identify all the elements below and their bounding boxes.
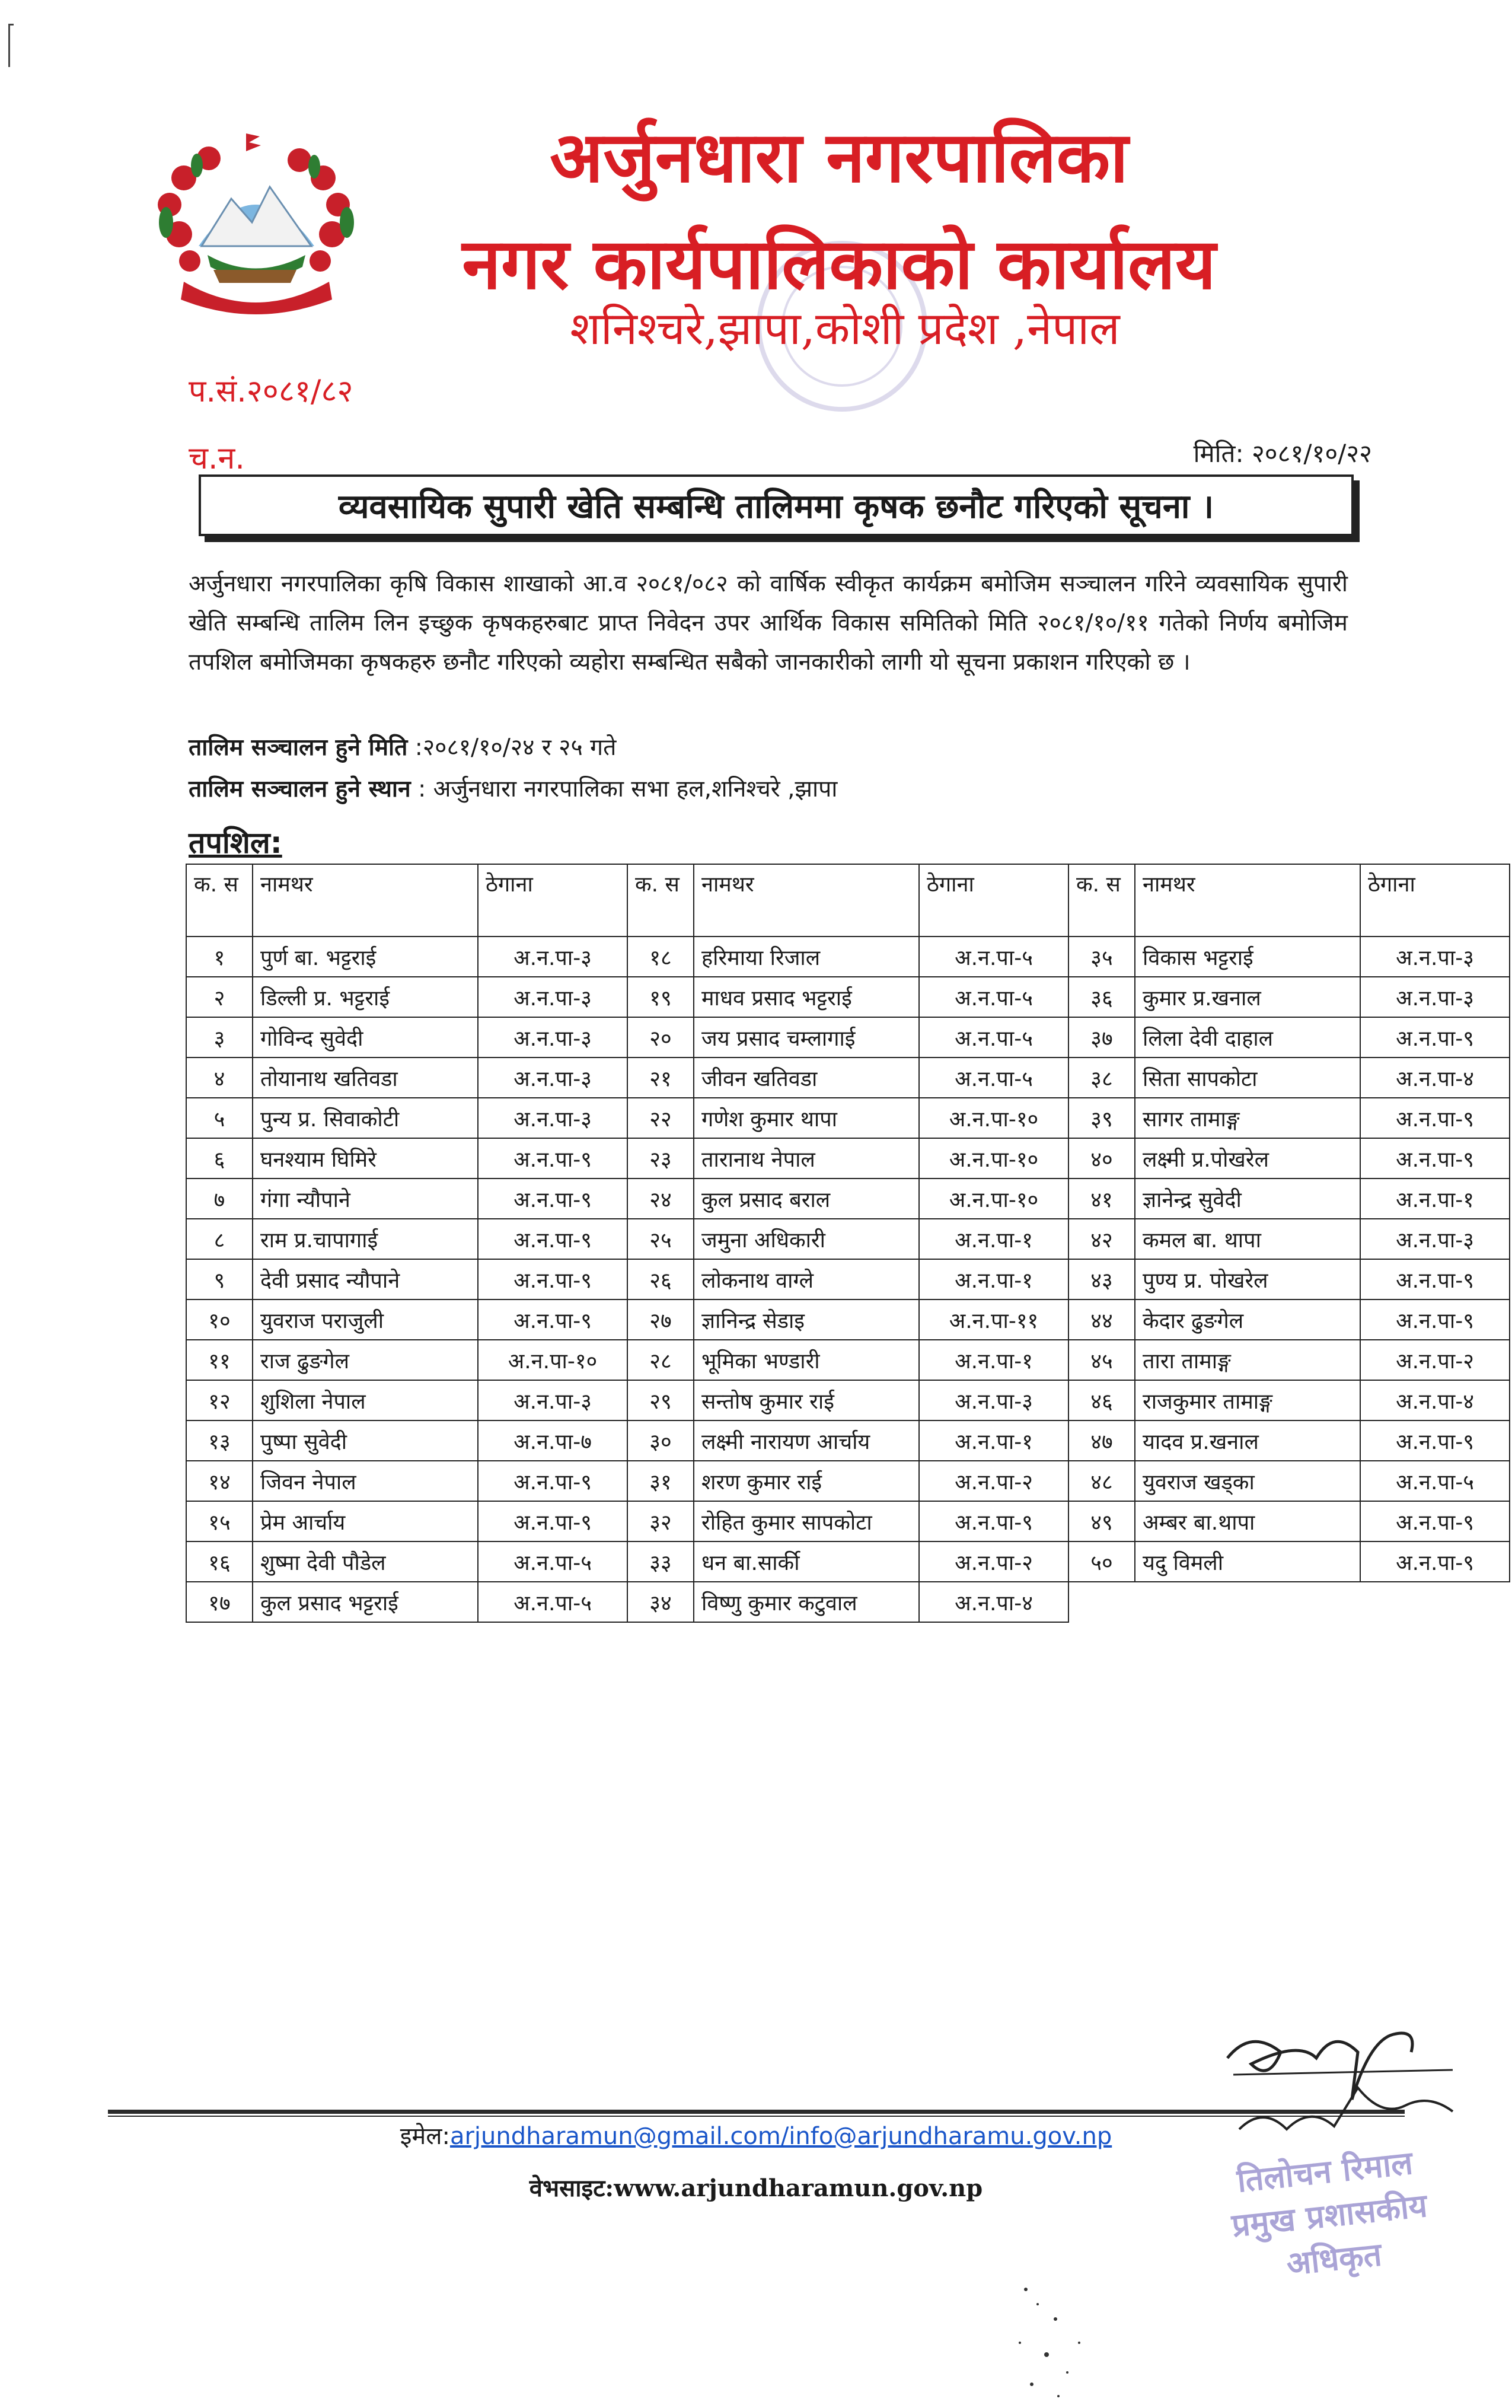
serial-number-cell: ४२ xyxy=(1068,1219,1135,1259)
address-cell: अ.न.पा-३ xyxy=(478,1098,627,1138)
scan-specks-icon xyxy=(1002,2272,1109,2408)
serial-number-cell: २५ xyxy=(627,1219,694,1259)
serial-number-cell: २९ xyxy=(627,1380,694,1420)
farmer-name-cell: राजकुमार तामाङ्ग xyxy=(1135,1380,1360,1420)
farmer-name-cell: यादव प्र.खनाल xyxy=(1135,1420,1360,1461)
training-date-line xyxy=(189,731,616,762)
farmer-name-cell: लिला देवी दाहाल xyxy=(1135,1017,1360,1058)
page-corner-mark xyxy=(8,24,14,67)
farmer-name-cell: शुष्मा देवी पौडेल xyxy=(253,1541,478,1582)
farmer-name-cell: कुमार प्र.खनाल xyxy=(1135,977,1360,1017)
serial-number-cell: ४६ xyxy=(1068,1380,1135,1420)
serial-number-cell: १० xyxy=(186,1299,253,1340)
address-cell: अ.न.पा-३ xyxy=(919,1380,1068,1420)
letter-date: मिति: २०८१/१०/२२ xyxy=(1193,439,1372,468)
serial-number-cell: ५० xyxy=(1068,1541,1135,1582)
table-row xyxy=(186,977,1510,1017)
serial-number-cell: १३ xyxy=(186,1420,253,1461)
address-cell: अ.न.पा-७ xyxy=(478,1420,627,1461)
training-date-label: तालिम सञ्चालन हुने मिति xyxy=(189,734,408,761)
address-cell: अ.न.पा-९ xyxy=(478,1219,627,1259)
address-cell: अ.न.पा-५ xyxy=(1360,1461,1510,1501)
serial-number-cell: ४७ xyxy=(1068,1420,1135,1461)
table-row xyxy=(186,1178,1510,1219)
address-cell: अ.न.पा-९ xyxy=(1360,1501,1510,1541)
farmer-name-cell: घनश्याम घिमिरे xyxy=(253,1138,478,1178)
farmer-name-cell: जिवन नेपाल xyxy=(253,1461,478,1501)
serial-number-cell: १४ xyxy=(186,1461,253,1501)
training-date-value: :२०८१/१०/२४ र २५ गते xyxy=(414,734,617,761)
serial-number-cell: ३४ xyxy=(627,1582,694,1622)
header-sn: क. स xyxy=(1068,864,1135,937)
farmer-list-table xyxy=(186,864,1510,1623)
serial-number-cell: ४३ xyxy=(1068,1259,1135,1299)
address-cell: अ.न.पा-९ xyxy=(1360,1299,1510,1340)
handwritten-signature-icon xyxy=(1216,2017,1465,2147)
serial-number-cell: २३ xyxy=(627,1138,694,1178)
address-cell: अ.न.पा-१ xyxy=(919,1219,1068,1259)
table-row xyxy=(186,1501,1510,1541)
table-row xyxy=(186,937,1510,977)
farmer-name-cell: माधव प्रसाद भट्टराई xyxy=(694,977,919,1017)
table-row xyxy=(186,1340,1510,1380)
serial-number-cell: ३३ xyxy=(627,1541,694,1582)
office-address: शनिश्चरे,झापा,कोशी प्रदेश ,नेपाल xyxy=(570,302,1120,355)
farmer-name-cell: यदु विमली xyxy=(1135,1541,1360,1582)
serial-number-cell: ४१ xyxy=(1068,1178,1135,1219)
serial-number-cell: १२ xyxy=(186,1380,253,1420)
address-cell: अ.न.पा-९ xyxy=(1360,1420,1510,1461)
address-cell: अ.न.पा-३ xyxy=(1360,937,1510,977)
notice-paragraph: अर्जुनधारा नगरपालिका कृषि विकास शाखाको आ.व २०८१/०८२ को वार्षिक स्वीकृत कार्यक्रम बमोजिम सञ्चालन गरिने व्यवसायिक सुपारी खेति सम्बन्धि तालिम लिन इच्छुक कृषकहरुबाट प्राप्त निवेदन उपर आर्थिक विकास समितिको मिति २०८१/१०/११ गतेको निर्णय बमोजिम तपशिल बमोजिमका कृषकहरु छनौट गरिएको व्यहोरा सम्बन्धित सबैको जानकारीको लागी यो सूचना प्रकाशन गरिएको छ । xyxy=(189,571,1348,676)
header-sn: क. स xyxy=(627,864,694,937)
table-row xyxy=(186,1138,1510,1178)
farmer-name-cell: गंगा न्यौपाने xyxy=(253,1178,478,1219)
serial-number-cell: २ xyxy=(186,977,253,1017)
farmer-name-cell: युवराज पराजुली xyxy=(253,1299,478,1340)
farmer-name-cell: शरण कुमार राई xyxy=(694,1461,919,1501)
address-cell: अ.न.पा-३ xyxy=(478,1380,627,1420)
officer-designation: प्रमुख प्रशासकीय अधिकृत xyxy=(1230,2186,1429,2283)
address-cell: अ.न.पा-११ xyxy=(919,1299,1068,1340)
empty-cell xyxy=(1068,1582,1510,1622)
address-cell: अ.न.पा-३ xyxy=(478,1017,627,1058)
address-cell: अ.न.पा-९ xyxy=(1360,1017,1510,1058)
table-row xyxy=(186,1380,1510,1420)
header-name: नामथर xyxy=(253,864,478,937)
serial-number-cell: ३० xyxy=(627,1420,694,1461)
address-cell: अ.न.पा-९ xyxy=(1360,1138,1510,1178)
serial-number-cell: ४५ xyxy=(1068,1340,1135,1380)
address-cell: अ.न.पा-२ xyxy=(1360,1340,1510,1380)
farmer-name-cell: पुर्ण बा. भट्टराई xyxy=(253,937,478,977)
serial-number-cell: १५ xyxy=(186,1501,253,1541)
serial-number-cell: ३ xyxy=(186,1017,253,1058)
farmer-name-cell: धन बा.सार्की xyxy=(694,1541,919,1582)
address-cell: अ.न.पा-९ xyxy=(478,1138,627,1178)
serial-number-cell: ११ xyxy=(186,1340,253,1380)
email-link[interactable]: arjundharamun@gmail.com/info@arjundharamu.gov.np xyxy=(449,2123,1112,2150)
farmer-name-cell: पुन्य प्र. सिवाकोटी xyxy=(253,1098,478,1138)
serial-number-cell: १७ xyxy=(186,1582,253,1622)
table-row xyxy=(186,1058,1510,1098)
farmer-name-cell: शुशिला नेपाल xyxy=(253,1380,478,1420)
address-cell: अ.न.पा-९ xyxy=(478,1299,627,1340)
footer-divider xyxy=(108,2110,1405,2114)
email-label: इमेल: xyxy=(400,2123,450,2150)
serial-number-cell: ३२ xyxy=(627,1501,694,1541)
farmer-name-cell: पुण्य प्र. पोखरेल xyxy=(1135,1259,1360,1299)
address-cell: अ.न.पा-१ xyxy=(919,1420,1068,1461)
farmer-name-cell: गोविन्द सुवेदी xyxy=(253,1017,478,1058)
address-cell: अ.न.पा-१० xyxy=(919,1138,1068,1178)
serial-number-cell: २० xyxy=(627,1017,694,1058)
header-address: ठेगाना xyxy=(478,864,627,937)
reference-number: प.सं.२०८१/८२ xyxy=(189,374,353,409)
serial-number-cell: ३८ xyxy=(1068,1058,1135,1098)
farmer-name-cell: राम प्र.चापागाई xyxy=(253,1219,478,1259)
footer-divider-thin xyxy=(108,2116,1405,2117)
address-cell: अ.न.पा-३ xyxy=(1360,977,1510,1017)
serial-number-cell: २८ xyxy=(627,1340,694,1380)
address-cell: अ.न.पा-२ xyxy=(919,1541,1068,1582)
serial-number-cell: ४४ xyxy=(1068,1299,1135,1340)
address-cell: अ.न.पा-१ xyxy=(1360,1178,1510,1219)
address-cell: अ.न.पा-९ xyxy=(1360,1259,1510,1299)
address-cell: अ.न.पा-१० xyxy=(919,1178,1068,1219)
footer-website[interactable]: वेभसाइट:www.arjundharamun.gov.np xyxy=(529,2174,983,2202)
address-cell: अ.न.पा-५ xyxy=(478,1541,627,1582)
serial-number-cell: ३९ xyxy=(1068,1098,1135,1138)
farmer-name-cell: सन्तोष कुमार राई xyxy=(694,1380,919,1420)
details-heading: तपशिल: xyxy=(189,826,282,860)
serial-number-cell: ४० xyxy=(1068,1138,1135,1178)
farmer-name-cell: अम्बर बा.थापा xyxy=(1135,1501,1360,1541)
farmer-name-cell: ज्ञानेन्द्र सुवेदी xyxy=(1135,1178,1360,1219)
address-cell: अ.न.पा-५ xyxy=(919,1058,1068,1098)
farmer-name-cell: युवराज खड्का xyxy=(1135,1461,1360,1501)
address-cell: अ.न.पा-९ xyxy=(478,1259,627,1299)
header-name: नामथर xyxy=(1135,864,1360,937)
table-row xyxy=(186,1017,1510,1058)
address-cell: अ.न.पा-४ xyxy=(919,1582,1068,1622)
farmer-name-cell: जमुना अधिकारी xyxy=(694,1219,919,1259)
training-venue-line xyxy=(189,772,837,804)
serial-number-cell: १ xyxy=(186,937,253,977)
serial-number-cell: १९ xyxy=(627,977,694,1017)
serial-number-cell: २४ xyxy=(627,1178,694,1219)
serial-number-cell: ३५ xyxy=(1068,937,1135,977)
address-cell: अ.न.पा-३ xyxy=(478,1058,627,1098)
address-cell: अ.न.पा-४ xyxy=(1360,1380,1510,1420)
notice-title: व्यवसायिक सुपारी खेति सम्बन्धि तालिममा कृषक छनौट गरिएको सूचना । xyxy=(199,474,1354,536)
header-name: नामथर xyxy=(694,864,919,937)
farmer-name-cell: लोकनाथ वाग्ले xyxy=(694,1259,919,1299)
farmer-name-cell: ज्ञानिन्द्र सेडाइ xyxy=(694,1299,919,1340)
farmer-name-cell: गणेश कुमार थापा xyxy=(694,1098,919,1138)
serial-number-cell: ३७ xyxy=(1068,1017,1135,1058)
address-cell: अ.न.पा-४ xyxy=(1360,1058,1510,1098)
farmer-name-cell: तोयानाथ खतिवडा xyxy=(253,1058,478,1098)
office-name: नगर कार्यपालिकाको कार्यालय xyxy=(462,222,1216,305)
farmer-name-cell: सागर तामाङ्ग xyxy=(1135,1098,1360,1138)
serial-number-cell: ४९ xyxy=(1068,1501,1135,1541)
serial-number-cell: ९ xyxy=(186,1259,253,1299)
farmer-name-cell: देवी प्रसाद न्यौपाने xyxy=(253,1259,478,1299)
farmer-name-cell: कमल बा. थापा xyxy=(1135,1219,1360,1259)
farmer-name-cell: जीवन खतिवडा xyxy=(694,1058,919,1098)
serial-number-cell: ३१ xyxy=(627,1461,694,1501)
farmer-name-cell: हरिमाया रिजाल xyxy=(694,937,919,977)
training-venue-value: : अर्जुनधारा नगरपालिका सभा हल,शनिश्चरे ,झापा xyxy=(418,776,838,802)
table-row xyxy=(186,1259,1510,1299)
table-row xyxy=(186,1461,1510,1501)
address-cell: अ.न.पा-१ xyxy=(919,1340,1068,1380)
table-header-row xyxy=(186,864,1510,937)
officer-seal xyxy=(1181,2135,1475,2283)
farmer-name-cell: केदार ढुङगेल xyxy=(1135,1299,1360,1340)
address-cell: अ.न.पा-५ xyxy=(919,977,1068,1017)
serial-number-cell: ८ xyxy=(186,1219,253,1259)
header-address: ठेगाना xyxy=(1360,864,1510,937)
farmer-name-cell: प्रेम आर्चाय xyxy=(253,1501,478,1541)
address-cell: अ.न.पा-९ xyxy=(478,1461,627,1501)
farmer-name-cell: कुल प्रसाद भट्टराई xyxy=(253,1582,478,1622)
address-cell: अ.न.पा-५ xyxy=(478,1582,627,1622)
farmer-name-cell: डिल्ली प्र. भट्टराई xyxy=(253,977,478,1017)
serial-number-cell: २६ xyxy=(627,1259,694,1299)
address-cell: अ.न.पा-१० xyxy=(478,1340,627,1380)
address-cell: अ.न.पा-३ xyxy=(1360,1219,1510,1259)
farmer-name-cell: कुल प्रसाद बराल xyxy=(694,1178,919,1219)
serial-number-cell: ५ xyxy=(186,1098,253,1138)
farmer-name-cell: रोहित कुमार सापकोटा xyxy=(694,1501,919,1541)
farmer-name-cell: तारानाथ नेपाल xyxy=(694,1138,919,1178)
table-row xyxy=(186,1541,1510,1582)
address-cell: अ.न.पा-९ xyxy=(1360,1541,1510,1582)
table-row xyxy=(186,1582,1510,1622)
address-cell: अ.न.पा-१० xyxy=(919,1098,1068,1138)
farmer-name-cell: भूमिका भण्डारी xyxy=(694,1340,919,1380)
farmer-name-cell: राज ढुङगेल xyxy=(253,1340,478,1380)
serial-number-cell: २२ xyxy=(627,1098,694,1138)
table-row xyxy=(186,1098,1510,1138)
serial-number-cell: २१ xyxy=(627,1058,694,1098)
address-cell: अ.न.पा-५ xyxy=(919,1017,1068,1058)
farmer-name-cell: लक्ष्मी प्र.पोखरेल xyxy=(1135,1138,1360,1178)
serial-number-cell: ३६ xyxy=(1068,977,1135,1017)
farmer-name-cell: लक्ष्मी नारायण आर्चाय xyxy=(694,1420,919,1461)
serial-number-cell: ६ xyxy=(186,1138,253,1178)
serial-number-cell: ४ xyxy=(186,1058,253,1098)
dispatch-number: च.न. xyxy=(189,441,245,476)
address-cell: अ.न.पा-३ xyxy=(478,977,627,1017)
address-cell: अ.न.पा-९ xyxy=(478,1178,627,1219)
address-cell: अ.न.पा-९ xyxy=(1360,1098,1510,1138)
header-address: ठेगाना xyxy=(919,864,1068,937)
serial-number-cell: २७ xyxy=(627,1299,694,1340)
header-sn: क. स xyxy=(186,864,253,937)
farmer-name-cell: जय प्रसाद चम्लागाई xyxy=(694,1017,919,1058)
address-cell: अ.न.पा-९ xyxy=(919,1501,1068,1541)
farmer-name-cell: विष्णु कुमार कटुवाल xyxy=(694,1582,919,1622)
table-row xyxy=(186,1299,1510,1340)
address-cell: अ.न.पा-३ xyxy=(478,937,627,977)
table-row xyxy=(186,1420,1510,1461)
address-cell: अ.न.पा-१ xyxy=(919,1259,1068,1299)
table-row xyxy=(186,1219,1510,1259)
address-cell: अ.न.पा-९ xyxy=(478,1501,627,1541)
farmer-name-cell: विकास भट्टराई xyxy=(1135,937,1360,977)
training-venue-label: तालिम सञ्चालन हुने स्थान xyxy=(189,776,411,802)
officer-name: तिलोचन रिमाल xyxy=(1235,2143,1415,2200)
farmer-name-cell: पुष्पा सुवेदी xyxy=(253,1420,478,1461)
municipality-name: अर्जुनधारा नगरपालिका xyxy=(550,116,1128,198)
address-cell: अ.न.पा-५ xyxy=(919,937,1068,977)
farmer-name-cell: सिता सापकोटा xyxy=(1135,1058,1360,1098)
address-cell: अ.न.पा-२ xyxy=(919,1461,1068,1501)
farmer-name-cell: तारा तामाङ्ग xyxy=(1135,1340,1360,1380)
serial-number-cell: ४८ xyxy=(1068,1461,1135,1501)
serial-number-cell: ७ xyxy=(186,1178,253,1219)
serial-number-cell: १८ xyxy=(627,937,694,977)
serial-number-cell: १६ xyxy=(186,1541,253,1582)
